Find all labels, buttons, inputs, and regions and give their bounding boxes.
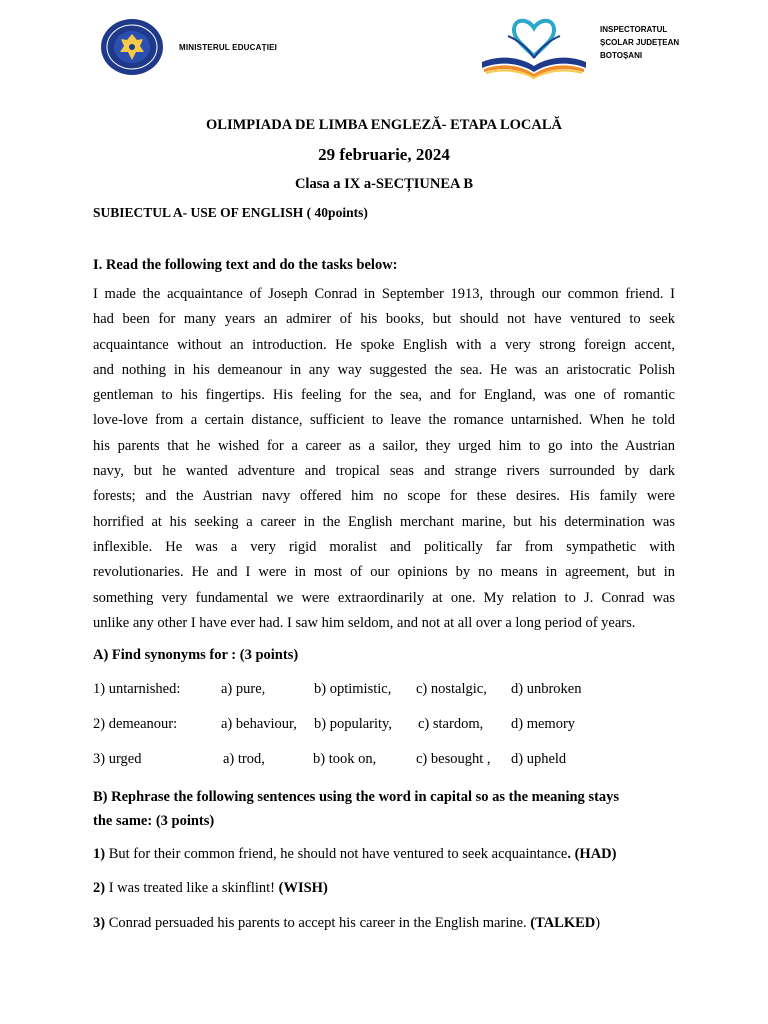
item-keyword: . (HAD) — [567, 846, 617, 862]
synonym-row-2 — [93, 716, 693, 736]
item-sentence: Conrad persuaded his parents to accept his career in the English marine. — [105, 915, 531, 931]
item-sentence: I was treated like a skinflint! — [105, 880, 279, 896]
passage-line: his parents that he wished for a career as a sailor, they urged him to go into the Austrian — [93, 437, 675, 454]
rephrase-item-2 — [93, 880, 328, 897]
item-keyword: (WISH) — [278, 880, 328, 896]
rephrase-item-1 — [93, 846, 616, 863]
passage-line: unlike any other I have ever had. I saw him seldom, and not at all over a long period of years. — [93, 614, 636, 631]
item-sentence: But for their common friend, he should not have ventured to seek acquaintance — [105, 846, 568, 862]
section-a-heading: A) Find synonyms for : (3 points) — [93, 647, 299, 663]
reading-passage — [93, 282, 675, 636]
inspectorate-name — [600, 23, 720, 62]
option-a: a) trod, — [223, 751, 265, 767]
option-c: c) nostalgic, — [416, 681, 487, 697]
option-a: a) behaviour, — [221, 716, 297, 732]
option-c: c) besought , — [416, 751, 491, 767]
passage-line: something very fundamental we were extraordinarily at one. My relation to J. Conrad was — [93, 589, 675, 606]
item-number: 2) — [93, 880, 106, 896]
olympiad-title: OLIMPIADA DE LIMBA ENGLEZĂ- ETAPA LOCALĂ — [206, 117, 562, 133]
option-b: b) took on, — [313, 751, 377, 767]
synonym-row-3 — [93, 751, 693, 771]
inspectorate-line-3: BOTOȘANI — [600, 51, 643, 60]
passage-line: revolutionaries. He and I were in most of our opinions by no means in agreement, but in — [93, 564, 675, 581]
inspectorate-line-2: ȘCOLAR JUDEȚEAN — [600, 38, 680, 47]
section-b-heading — [93, 785, 675, 833]
synonym-row-1 — [93, 681, 693, 701]
section-b-heading-line-2: the same: (3 points) — [93, 813, 215, 829]
section-b-heading-line-1: B) Rephrase the following sentences using the word in capital so as the meaning stays — [93, 789, 620, 805]
passage-line: and nothing in his demeanour in any way suggested the sea. He was an aristocratic Polish — [93, 361, 675, 378]
item-number: 1) — [93, 846, 106, 862]
item-number: 3) — [93, 915, 106, 931]
item-tail: ) — [595, 915, 601, 931]
synonym-word: 2) demeanour: — [93, 716, 178, 732]
passage-line: inflexible. He was a very rigid moralist and politically far from sympathetic with — [93, 538, 675, 555]
passage-line: had been for many years an admirer of his books, but should not have ventured to seek — [93, 311, 675, 328]
passage-line: I made the acquaintance of Joseph Conrad in September 1913, through our common friend. I — [93, 286, 675, 302]
option-d: d) unbroken — [511, 681, 582, 697]
exam-date: 29 februarie, 2024 — [318, 145, 450, 164]
subject-heading: SUBIECTUL A- USE OF ENGLISH ( 40points) — [93, 205, 368, 220]
class-section: Clasa a IX a-SECȚIUNEA B — [294, 176, 474, 192]
passage-line: forests; and the Austrian navy offered him no scope for these desires. His family were — [93, 488, 675, 505]
passage-line: love-love from a certain distance, sufficient to leave the romance untarnished. When he told — [93, 412, 675, 429]
passage-line: acquaintance without an introduction. He spoke English with a very strong foreign accent, — [93, 336, 675, 353]
synonym-word: 1) untarnished: — [93, 681, 181, 697]
item-keyword: (TALKED — [530, 915, 596, 931]
ministry-label: MINISTERUL EDUCAȚIEI — [179, 43, 278, 52]
option-d: d) memory — [511, 716, 576, 732]
passage-line: navy, but he wanted adventure and tropical seas and strange rivers surrounded by dark — [93, 463, 675, 480]
romanian-government-seal-icon — [99, 17, 165, 77]
heart-open-book-logo-icon — [478, 14, 590, 80]
passage-line: horrified at his seeking a career in the English merchant marine, but his determination was — [93, 513, 675, 530]
document-header — [0, 0, 768, 100]
option-b: b) popularity, — [314, 716, 392, 732]
passage-line: gentleman to his fingertips. His feeling for the sea, and for England, was one of romantic — [93, 387, 675, 404]
option-d: d) upheld — [511, 751, 567, 767]
rephrase-item-3 — [93, 915, 600, 932]
option-a: a) pure, — [221, 681, 266, 697]
option-c: c) stardom, — [418, 716, 484, 732]
task-instruction: I. Read the following text and do the tasks below: — [93, 257, 398, 273]
synonym-word: 3) urged — [93, 751, 142, 767]
inspectorate-line-1: INSPECTORATUL — [600, 25, 668, 34]
option-b: b) optimistic, — [314, 681, 392, 697]
